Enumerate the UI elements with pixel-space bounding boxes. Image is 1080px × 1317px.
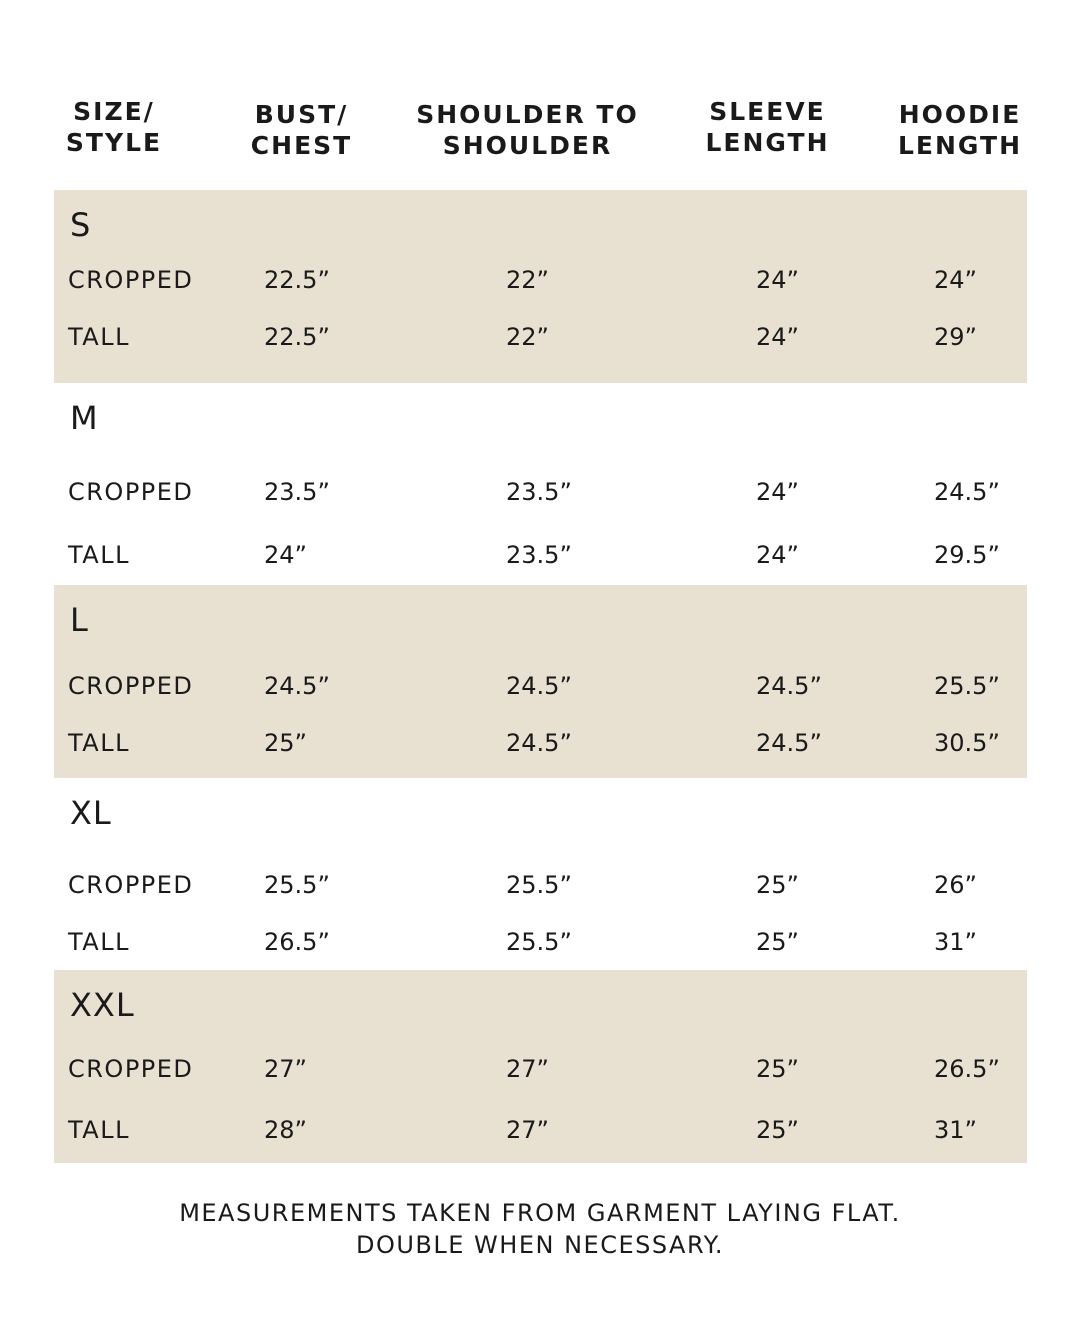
hoodie-cell: 26.5” <box>934 1055 1000 1083</box>
footnote-line-1: MEASUREMENTS TAKEN FROM GARMENT LAYING FLAT. <box>179 1199 901 1227</box>
shoulder-cell: 24.5” <box>506 672 572 700</box>
sleeve-cell: 24” <box>756 478 799 506</box>
hoodie-cell: 31” <box>934 1116 977 1144</box>
style-cell: CROPPED <box>68 478 194 506</box>
bust-cell: 23.5” <box>264 478 330 506</box>
style-cell: TALL <box>68 541 130 569</box>
size-label: L <box>70 601 89 639</box>
hoodie-cell: 25.5” <box>934 672 1000 700</box>
measurement-footnote <box>0 1197 1080 1261</box>
sleeve-cell: 25” <box>756 871 799 899</box>
style-cell: TALL <box>68 1116 130 1144</box>
hoodie-cell: 29” <box>934 323 977 351</box>
bust-cell: 25” <box>264 729 307 757</box>
table-row <box>54 1049 1027 1089</box>
style-cell: TALL <box>68 323 130 351</box>
bust-cell: 27” <box>264 1055 307 1083</box>
size-label: XL <box>70 794 112 832</box>
footnote-line-2: DOUBLE WHEN NECESSARY. <box>355 1231 725 1259</box>
header-bust-chest: BUST/ CHEST <box>250 100 353 160</box>
sleeve-cell: 25” <box>756 928 799 956</box>
shoulder-cell: 22” <box>506 266 549 294</box>
shoulder-cell: 22” <box>506 323 549 351</box>
bust-cell: 25.5” <box>264 871 330 899</box>
table-header <box>0 0 1080 190</box>
bust-cell: 24.5” <box>264 672 330 700</box>
shoulder-cell: 27” <box>506 1116 549 1144</box>
size-label: XXL <box>70 986 135 1024</box>
size-group-s <box>54 190 1027 383</box>
header-shoulder-to-shoulder: SHOULDER TO SHOULDER <box>416 100 639 160</box>
sleeve-cell: 24” <box>756 541 799 569</box>
bust-cell: 26.5” <box>264 928 330 956</box>
sleeve-cell: 24.5” <box>756 729 822 757</box>
table-row <box>54 1110 1027 1150</box>
table-row <box>54 472 1027 512</box>
sleeve-cell: 24.5” <box>756 672 822 700</box>
style-cell: CROPPED <box>68 266 194 294</box>
hoodie-cell: 31” <box>934 928 977 956</box>
sleeve-cell: 25” <box>756 1116 799 1144</box>
style-cell: TALL <box>68 729 130 757</box>
hoodie-cell: 26” <box>934 871 977 899</box>
shoulder-cell: 25.5” <box>506 928 572 956</box>
shoulder-cell: 25.5” <box>506 871 572 899</box>
size-group-l <box>54 585 1027 778</box>
hoodie-cell: 24.5” <box>934 478 1000 506</box>
shoulder-cell: 27” <box>506 1055 549 1083</box>
size-group-m <box>54 383 1027 576</box>
bust-cell: 22.5” <box>264 323 330 351</box>
header-hoodie-length: HOODIE LENGTH <box>898 100 1022 160</box>
hoodie-cell: 24” <box>934 266 977 294</box>
bust-cell: 24” <box>264 541 307 569</box>
style-cell: CROPPED <box>68 1055 194 1083</box>
table-row <box>54 535 1027 575</box>
sleeve-cell: 24” <box>756 323 799 351</box>
style-cell: CROPPED <box>68 871 194 899</box>
header-size-style: SIZE/ STYLE <box>65 97 163 157</box>
shoulder-cell: 23.5” <box>506 478 572 506</box>
size-group-xxl <box>54 970 1027 1163</box>
style-cell: CROPPED <box>68 672 194 700</box>
bust-cell: 22.5” <box>264 266 330 294</box>
size-label: S <box>70 206 92 244</box>
shoulder-cell: 23.5” <box>506 541 572 569</box>
bust-cell: 28” <box>264 1116 307 1144</box>
header-sleeve-length: SLEEVE LENGTH <box>705 97 830 157</box>
table-row <box>54 922 1027 962</box>
shoulder-cell: 24.5” <box>506 729 572 757</box>
hoodie-cell: 30.5” <box>934 729 1000 757</box>
table-row <box>54 666 1027 706</box>
sleeve-cell: 24” <box>756 266 799 294</box>
table-row <box>54 865 1027 905</box>
table-row <box>54 317 1027 357</box>
size-group-xl <box>54 778 1027 971</box>
size-label: M <box>70 399 99 437</box>
sleeve-cell: 25” <box>756 1055 799 1083</box>
table-row <box>54 260 1027 300</box>
table-row <box>54 723 1027 763</box>
style-cell: TALL <box>68 928 130 956</box>
hoodie-cell: 29.5” <box>934 541 1000 569</box>
